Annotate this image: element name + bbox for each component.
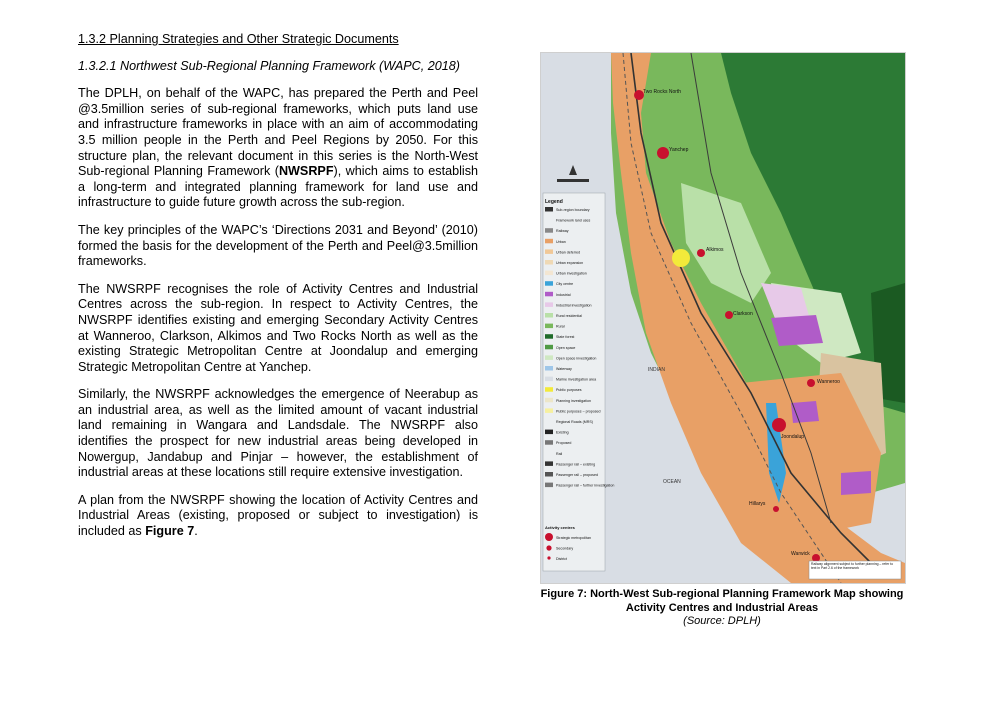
label-clarkson: Clarkson <box>733 311 753 317</box>
legend-item-label: Urban investigation <box>556 271 587 276</box>
label-wanneroo: Wanneroo <box>817 379 840 385</box>
legend-swatch <box>545 302 553 307</box>
legend-item-label: Railway <box>556 229 569 234</box>
legend-swatch <box>545 207 553 212</box>
figure-reference: Figure 7 <box>145 524 195 539</box>
label-two-rocks-north: Two Rocks North <box>643 89 682 95</box>
legend-item-label: Open space <box>556 345 576 350</box>
legend-swatch <box>545 324 553 329</box>
label-indian: INDIAN <box>648 367 665 373</box>
nwsrpf-acronym: NWSRPF <box>278 164 334 179</box>
legend-swatch <box>545 292 553 297</box>
scale-bar <box>557 179 589 182</box>
legend-item-label: Proposed <box>556 441 572 446</box>
legend-centre-label: District <box>556 557 567 561</box>
legend-swatch <box>545 334 553 339</box>
legend-item-label: Existing <box>556 430 569 435</box>
legend-swatch <box>545 387 553 392</box>
legend-activity-centres: Activity centres <box>545 525 575 530</box>
legend-swatch <box>545 366 553 371</box>
paragraph-activity-centres: The NWSRPF recognises the role of Activity Centres and Industrial Centres across the sub-region. In respect to Activity Centres, the NWSRPF identifies existing and emerging Secondary Activity Centres at Wanneroo, Clarkson, Alkimos and Two Rocks North as well as the existing Strategic Metropolitan Centre at Joondalup and emerging Strategic Metropolitan Centre at Yanchep. <box>78 281 478 374</box>
centre-alkimos <box>697 249 705 257</box>
centre-clarkson <box>725 311 733 319</box>
legend-swatch <box>545 260 553 265</box>
legend-item-label: Sub-region boundary <box>556 208 590 212</box>
legend-item-label: Open space investigation <box>556 356 597 361</box>
paragraph-framework <box>78 86 478 211</box>
paragraph-text: ), which aims to establish a long-term and integrated planning framework for land use and infrastructure to guide future growth across the sub-region. <box>78 164 479 210</box>
legend-item-label: Passenger rail – proposed <box>556 473 598 477</box>
legend-item-label: Rail <box>556 451 563 456</box>
label-warwick: Warwick <box>791 551 810 557</box>
paragraph-industrial: Similarly, the NWSRPF acknowledges the emergence of Neerabup as an industrial area, as well as the limited amount of vacant industrial land remaining in Wangara and Landsdale. The NWSRPF also identifies the prospect for new industrial areas being developed in Nowergup, Jandabup and Pinjar – however, the establishment of industrial areas at these locations still require extensive investigation. <box>78 387 478 480</box>
legend-item-label: Urban deferred <box>556 250 581 255</box>
legend-item-label: Regional Roads (MRS) <box>556 420 593 424</box>
label-yanchep: Yanchep <box>669 147 689 153</box>
paragraph-text: The DPLH, on behalf of the WAPC, has prepared the Perth and Peel @3.5million series of sub-regional frameworks, which puts land use and infrastructure frameworks in place with an aim of accommodating 3.5 million people in the Perth and Peel Regions by 2050. For this structure plan, the relevant document in this series is the North-West Sub-regional Planning Framework ( <box>78 86 478 179</box>
label-joondalup: Joondalup <box>781 434 805 440</box>
legend-item-label: State forest <box>556 335 575 340</box>
paragraph-text: A plan from the NWSRPF showing the location of Activity Centres and Industrial Areas (existing, proposed or subject to investigation) is included as <box>78 492 478 539</box>
legend-item-label: Rural residential <box>556 314 582 318</box>
legend-centre-label: Secondary <box>556 546 574 551</box>
industrial-landsdale <box>841 471 871 495</box>
centre-hillarys <box>773 506 779 512</box>
legend-swatch <box>545 271 553 276</box>
legend-item-label: Planning investigation <box>556 398 591 403</box>
text-column <box>78 32 478 552</box>
legend-item-label: Public purposes – proposed <box>556 409 601 414</box>
note-text: Railway alignment subject to further planning – refer to text in Part 2.6 of the framework <box>811 562 893 570</box>
legend-swatch <box>545 430 553 435</box>
legend-swatch <box>545 472 553 477</box>
legend-item-label: Passenger rail – further investigation <box>556 483 615 488</box>
legend-strategic-dot <box>545 533 553 541</box>
label-alkimos: Alkimos <box>706 247 724 253</box>
legend-item-label: Passenger rail – existing <box>556 462 596 467</box>
caption-line-1: Figure 7: North-West Sub-regional Planning Framework Map showing <box>540 588 904 600</box>
legend-item-label: Framework land uses <box>556 218 591 223</box>
legend-swatch <box>545 281 553 286</box>
legend-item-label: Marine investigation area <box>556 377 597 382</box>
caption-source: (Source: DPLH) <box>683 615 761 627</box>
legend-swatch <box>545 313 553 318</box>
legend-item-label: Urban expansion <box>556 261 584 265</box>
public-purpose-area <box>672 249 690 267</box>
section-heading: 1.3.2 Planning Strategies and Other Strategic Documents <box>78 32 399 46</box>
legend-swatch <box>545 355 553 360</box>
legend-swatch <box>545 345 553 350</box>
legend-title: Legend <box>545 199 563 205</box>
centre-yanchep <box>657 147 669 159</box>
legend-secondary-dot <box>546 545 551 550</box>
legend-swatch <box>545 408 553 413</box>
legend-item-label: Rural <box>556 324 565 329</box>
legend-centre-label: Strategic metropolitan <box>556 536 591 540</box>
legend-swatch <box>545 440 553 445</box>
planning-map <box>541 53 905 583</box>
label-hillarys: Hillarys <box>749 501 766 507</box>
legend-swatch <box>545 398 553 403</box>
legend-item-label: Public purposes <box>556 388 582 393</box>
legend-swatch <box>545 249 553 254</box>
paragraph-figure-ref <box>78 493 478 540</box>
legend-item-label: Urban <box>556 239 566 244</box>
legend-swatch <box>545 228 553 233</box>
legend-swatch <box>545 483 553 488</box>
figure-caption <box>520 588 924 629</box>
legend-district-dot <box>547 556 550 559</box>
note-container <box>811 562 899 578</box>
legend-item-label: Waterway <box>556 367 572 371</box>
planning-map-figure <box>540 52 906 584</box>
legend-item-label: City centre <box>556 282 574 287</box>
caption-line-2: Activity Centres and Industrial Areas <box>625 601 819 614</box>
legend-swatch <box>545 239 553 244</box>
legend-swatch <box>545 377 553 382</box>
centre-joondalup <box>772 418 786 432</box>
centre-wanneroo <box>807 379 815 387</box>
legend-swatch <box>545 461 553 466</box>
industrial-neerabup <box>771 315 823 346</box>
paragraph-text: . <box>194 524 198 539</box>
legend-item-label: Industrial investigation <box>556 303 592 308</box>
subsection-heading: 1.3.2.1 Northwest Sub-Regional Planning Framework (WAPC, 2018) <box>78 58 460 73</box>
paragraph-directions: The key principles of the WAPC’s ‘Directions 2031 and Beyond’ (2010) formed the basis for the development of the Perth and Peel@3.5million frameworks. <box>78 222 478 269</box>
legend-item-label: Industrial <box>556 292 571 297</box>
label-ocean: OCEAN <box>663 479 681 485</box>
